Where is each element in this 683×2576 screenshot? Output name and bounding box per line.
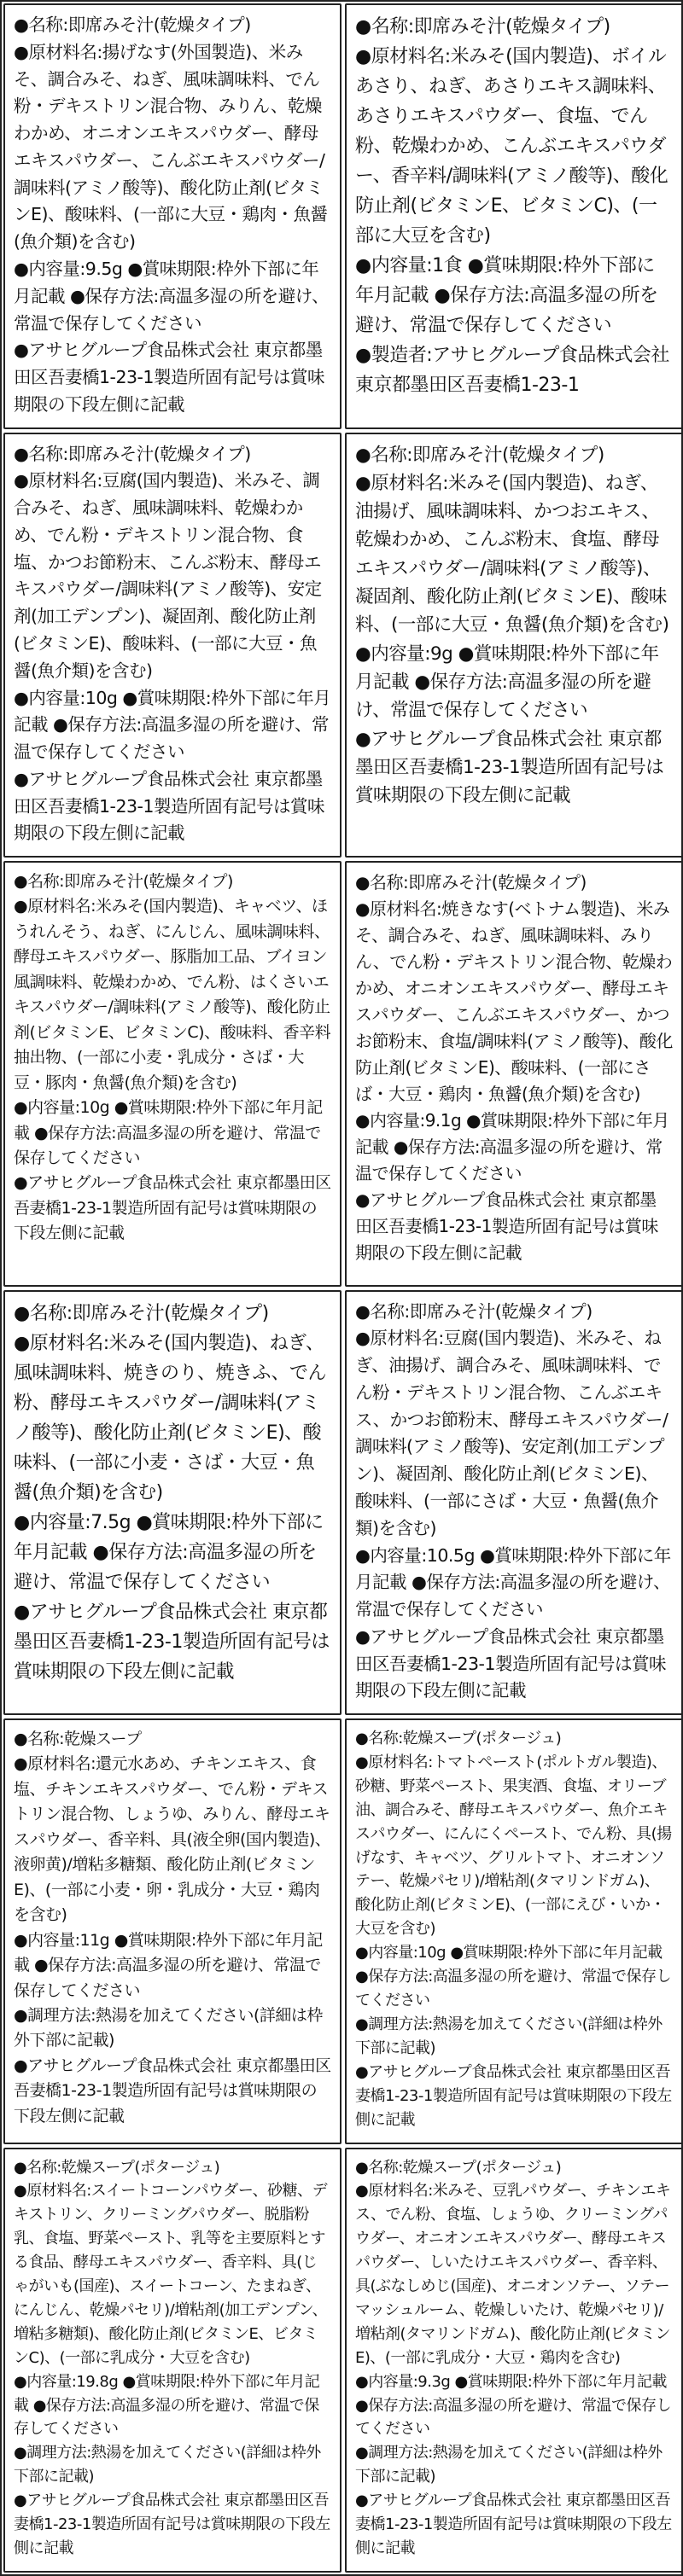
content-storage-text: ●内容量:1食 ●賞味期限:枠外下部に年月記載 ●保存方法:高温多湿の所を避け、常温で保存してください — [355, 255, 658, 336]
product-name: ●名称:即席みそ汁(乾燥タイプ) — [355, 1300, 593, 1322]
ingredients-text: ●原材料名:トマトペースト(ポルトガル製造)、砂糖、野菜ペースト、果実酒、食塩、オリーブ油、調合みそ、酵母エキスパウダー、魚介エキスパウダー、にんにくペースト、でん粉、具(揚げなす、キャベツ、グリルトマト、オニオンソテー、乾燥パセリ)/増粘剤(タマリンドガム)、酸化防止剤(ビタミンE)、(一部にえび・いか・大豆を含む) — [355, 1753, 672, 1939]
content-storage-text: ●内容量:7.5g ●賞味期限:枠外下部に年月記載 ●保存方法:高温多湿の所を避け、常温で保存してください — [14, 1511, 324, 1593]
manufacturer-text: ●アサヒグループ食品株式会社 東京都墨田区吾妻橋1-23-1製造所固有記号は賞味期限の下段左側に記載 — [14, 2056, 331, 2125]
label-panel-8 — [345, 1290, 683, 1716]
manufacturer-text: ●アサヒグループ食品株式会社 東京都墨田区吾妻橋1-23-1製造所固有記号は賞味期限の下段左側に記載 — [14, 1173, 331, 1243]
manufacturer-text: ●アサヒグループ食品株式会社 東京都墨田区吾妻橋1-23-1製造所固有記号は賞味期限の下段左側に記載 — [14, 768, 324, 844]
ingredients-text: ●原材料名:米みそ、豆乳パウダー、チキンエキス、でん粉、食塩、しょうゆ、クリーミングパウダー、オニオンエキスパウダー、酵母エキスパウダー、しいたけエキスパウダー、香辛料、具(ぶなしめじ(国産)、オニオンソテー、ソテーマッシュルーム、乾燥しいたけ、乾燥パセリ)/増粘剤(タマリンドガム)、酸化防止剤(ビタミンE)、(一部に乳成分・大豆・鶏肉を含む) — [355, 2182, 671, 2367]
manufacturer-text: ●アサヒグループ食品株式会社 東京都墨田区吾妻橋1-23-1製造所固有記号は賞味期限の下段左側に記載 — [14, 2492, 330, 2557]
ingredients-text: ●原材料名:焼きなす(ベトナム製造)、米みそ、調合みそ、ねぎ、風味調味料、みりん、でん粉・デキストリン混合物、乾燥わかめ、オニオンエキスパウダー、酵母エキスパウダー、こんぶエキスパウダー、かつお節粉末、食塩/調味料(アミノ酸等)、酸化防止剤(ビタミンE)、酸味料、(一部にさば・大豆・鶏肉・魚醤(魚介類)を含む) — [355, 898, 673, 1104]
content-storage-text: ●内容量:9g ●賞味期限:枠外下部に年月記載 ●保存方法:高温多湿の所を避け、常温で保存してください — [355, 643, 659, 722]
content-storage-text: ●内容量:9.1g ●賞味期限:枠外下部に年月記載 ●保存方法:高温多湿の所を避け、常温で保存してください — [355, 1110, 669, 1183]
label-panel-10 — [345, 1718, 683, 2144]
content-storage-text: ●内容量:10g ●賞味期限:枠外下部に年月記載 ●保存方法:高温多湿の所を避け、常温で保存してください — [355, 1944, 672, 2009]
ingredients-text: ●原材料名:還元水あめ、チキンエキス、食塩、チキンエキスパウダー、でん粉・デキストリン混合物、しょうゆ、みりん、酵母エキスパウダー、香辛料、具(液全卵(国内製造)、液卵黄)/増粘多糖類、酸化防止剤(ビタミンE)、(一部に小麦・卵・乳成分・大豆・鶏肉を含む) — [14, 1754, 331, 1925]
label-panel-12 — [345, 2148, 683, 2573]
ingredients-text: ●原材料名:豆腐(国内製造)、米みそ、調合みそ、ねぎ、風味調味料、乾燥わかめ、でん粉・デキストリン混合物、食塩、かつお節粉末、こんぶ粉末、酵母エキスパウダー/調味料(アミノ酸等)、安定剤(加工デンプン)、凝固剤、酸化防止剤(ビタミンE)、酸味料、(一部に大豆・魚醤(魚介類)を含む) — [14, 470, 322, 681]
product-name: ●名称:即席みそ汁(乾燥タイプ) — [355, 16, 610, 38]
content-storage-text: ●内容量:10g ●賞味期限:枠外下部に年月記載 ●保存方法:高温多湿の所を避け、常温で保存してください — [14, 1098, 323, 1167]
label-panel-7 — [3, 1290, 342, 1716]
manufacturer-text: ●アサヒグループ食品株式会社 東京都墨田区吾妻橋1-23-1製造所固有記号は賞味期限の下段左側に記載 — [14, 340, 324, 415]
label-panel-11 — [3, 2148, 342, 2573]
label-panel-3 — [3, 433, 342, 858]
content-storage-text: ●内容量:10g ●賞味期限:枠外下部に年月記載 ●保存方法:高温多湿の所を避け、常温で保存してください — [14, 687, 331, 763]
preparation-text: ●調理方法:熱湯を加えてください(詳細は枠外下部に記載) — [355, 2015, 663, 2057]
product-name: ●名称:即席みそ汁(乾燥タイプ) — [355, 872, 587, 893]
label-panel-1 — [3, 3, 342, 429]
content-storage-text: ●内容量:10.5g ●賞味期限:枠外下部に年月記載 ●保存方法:高温多湿の所を避け、常温で保存してください — [355, 1544, 671, 1620]
ingredients-text: ●原材料名:米みそ(国内製造)、ねぎ、油揚げ、風味調味料、かつおエキス、乾燥わかめ、こんぶ粉末、食塩、酵母エキスパウダー/調味料(アミノ酸等)、凝固剤、酸化防止剤(ビタミンE)、酸味料、(一部に大豆・魚醤(魚介類)を含む) — [355, 472, 669, 637]
ingredients-text: ●原材料名:スイートコーンパウダー、砂糖、デキストリン、クリーミングパウダー、脱脂粉乳、食塩、野菜ペースト、乳等を主要原料とする食品、酵母エキスパウダー、香辛料、具(じゃがいも(国産)、スイートコーン、たまねぎ、にんじん、乾燥パセリ)/増粘剤(加工デンプン、増粘多糖類)、酸化防止剤(ビタミンE、ビタミンC)、(一部に乳成分・大豆を含む) — [14, 2182, 328, 2367]
ingredients-text: ●原材料名:米みそ(国内製造)、ねぎ、風味調味料、焼きのり、焼きふ、でん粉、酵母エキスパウダー/調味料(アミノ酸等)、酸化防止剤(ビタミンE)、酸味料、(一部に小麦・さば・大豆・魚醤(魚介類)を含む) — [14, 1332, 326, 1503]
ingredients-text: ●原材料名:米みそ(国内製造)、ボイルあさり、ねぎ、あさりエキス調味料、あさりエキスパウダー、食塩、でん粉、乾燥わかめ、こんぶエキスパウダー、香辛料/調味料(アミノ酸等)、酸化防止剤(ビタミンE、ビタミンC)、(一部に大豆を含む) — [355, 46, 668, 247]
content-storage-text: ●内容量:9.5g ●賞味期限:枠外下部に年月記載 ●保存方法:高温多湿の所を避け、常温で保存してください — [14, 259, 329, 334]
product-name: ●名称:乾燥スープ — [14, 1730, 142, 1748]
product-name: ●名称:即席みそ汁(乾燥タイプ) — [14, 15, 251, 35]
content-storage-text: ●内容量:9.3g ●賞味期限:枠外下部に年月記載 ●保存方法:高温多湿の所を避け、常温で保存してください — [355, 2372, 672, 2439]
manufacturer-text: ●アサヒグループ食品株式会社 東京都墨田区吾妻橋1-23-1製造所固有記号は賞味期限の下段左側に記載 — [355, 2062, 672, 2129]
content-storage-text: ●内容量:11g ●賞味期限:枠外下部に年月記載 ●保存方法:高温多湿の所を避け、常温で保存してください — [14, 1930, 323, 2000]
manufacturer-text: ●アサヒグループ食品株式会社 東京都墨田区吾妻橋1-23-1製造所固有記号は賞味期限の下段左側に記載 — [14, 1601, 330, 1683]
manufacturer-text: ●アサヒグループ食品株式会社 東京都墨田区吾妻橋1-23-1製造所固有記号は賞味期限の下段左側に記載 — [355, 728, 664, 807]
manufacturer-text: ●製造者:アサヒグループ食品株式会社 東京都墨田区吾妻橋1-23-1 — [355, 345, 669, 396]
manufacturer-text: ●アサヒグループ食品株式会社 東京都墨田区吾妻橋1-23-1製造所固有記号は賞味期限の下段左側に記載 — [355, 2492, 672, 2557]
product-name: ●名称:乾燥スープ(ポタージュ) — [355, 2158, 562, 2177]
product-name: ●名称:乾燥スープ(ポタージュ) — [14, 2158, 220, 2177]
ingredients-text: ●原材料名:豆腐(国内製造)、米みそ、ねぎ、油揚げ、調合みそ、風味調味料、でん粉・デキストリン混合物、こんぶエキス、かつお節粉末、酵母エキスパウダー/調味料(アミノ酸等)、安定剤(加工デンプン)、凝固剤、酸化防止剤(ビタミンE)、酸味料、(一部にさば・大豆・魚醤(魚介類)を含む) — [355, 1328, 668, 1538]
preparation-text: ●調理方法:熱湯を加えてください(詳細は枠外下部に記載) — [14, 2444, 321, 2486]
preparation-text: ●調理方法:熱湯を加えてください(詳細は枠外下部に記載) — [14, 2005, 323, 2050]
product-name: ●名称:即席みそ汁(乾燥タイプ) — [355, 444, 604, 466]
label-panel-5 — [3, 861, 342, 1287]
preparation-text: ●調理方法:熱湯を加えてください(詳細は枠外下部に記載) — [355, 2444, 663, 2486]
label-panel-9 — [3, 1718, 342, 2144]
label-panel-2 — [345, 3, 683, 429]
manufacturer-text: ●アサヒグループ食品株式会社 東京都墨田区吾妻橋1-23-1製造所固有記号は賞味期限の下段左側に記載 — [355, 1189, 658, 1263]
ingredients-text: ●原材料名:米みそ(国内製造)、キャベツ、ほうれんそう、ねぎ、にんじん、風味調味料、酵母エキスパウダー、豚脂加工品、ブイヨン風調味料、乾燥わかめ、でん粉、はくさいエキスパウダー/調味料(アミノ酸等)、酸化防止剤(ビタミンE、ビタミンC)、酸味料、香辛料抽出物、(一部に小麦・乳成分・さば・大豆・豚肉・魚醤(魚介類)を含む) — [14, 897, 331, 1092]
manufacturer-text: ●アサヒグループ食品株式会社 東京都墨田区吾妻橋1-23-1製造所固有記号は賞味期限の下段左側に記載 — [355, 1625, 666, 1701]
product-name: ●名称:即席みそ汁(乾燥タイプ) — [14, 443, 251, 464]
label-panel-6 — [345, 861, 683, 1287]
product-name: ●名称:即席みそ汁(乾燥タイプ) — [14, 1302, 269, 1324]
ingredients-text: ●原材料名:揚げなす(外国製造)、米みそ、調合みそ、ねぎ、風味調味料、でん粉・デキストリン混合物、みりん、乾燥わかめ、オニオンエキスパウダー、酵母エキスパウダー、こんぶエキスパウダー/調味料(アミノ酸等)、酸化防止剤(ビタミンE)、酸味料、(一部に大豆・鶏肉・魚醤(魚介類)を含む) — [14, 41, 328, 253]
content-storage-text: ●内容量:19.8g ●賞味期限:枠外下部に年月記載 ●保存方法:高温多湿の所を避け、常温で保存してください — [14, 2372, 320, 2439]
label-panel-4 — [345, 433, 683, 858]
product-name: ●名称:乾燥スープ(ポタージュ) — [355, 1730, 562, 1747]
product-name: ●名称:即席みそ汁(乾燥タイプ) — [14, 872, 233, 891]
